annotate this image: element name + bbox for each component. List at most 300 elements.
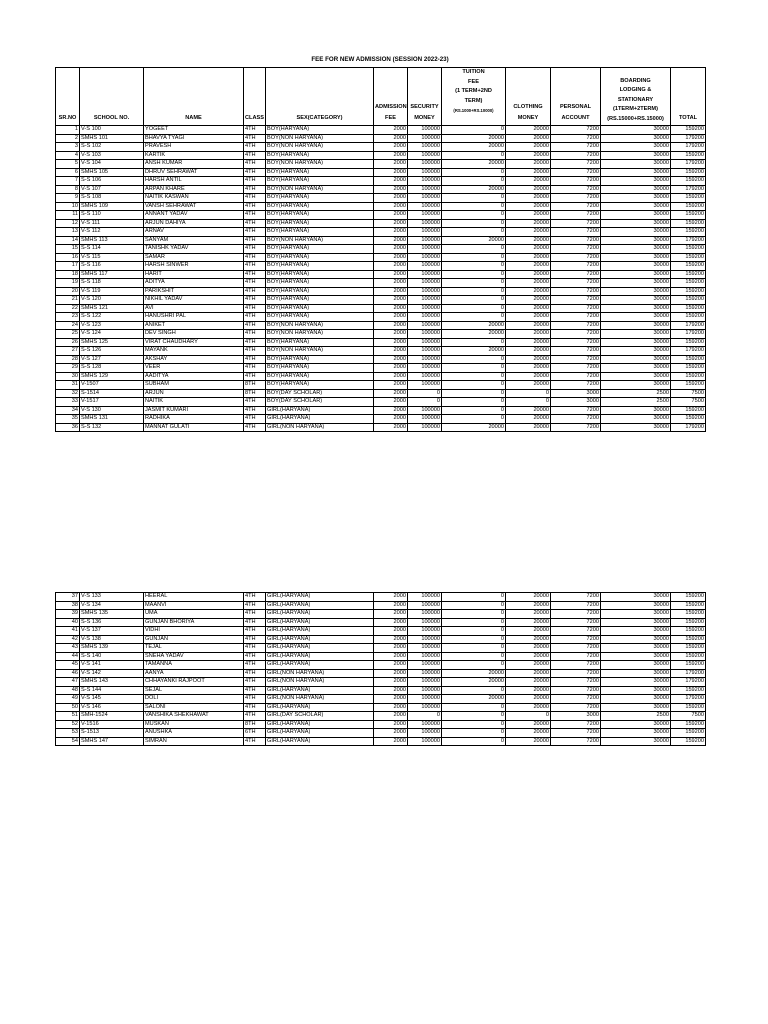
cell-total: 159200 [671, 593, 706, 602]
cell-clothing-money: 20000 [506, 262, 551, 271]
cell-boarding: 30000 [601, 661, 671, 670]
cell-tuition-fee: 0 [442, 610, 506, 619]
cell-clothing-money: 20000 [506, 245, 551, 254]
header-tuition-fee [442, 68, 506, 126]
cell-srno: 18 [56, 270, 80, 279]
cell-srno: 30 [56, 372, 80, 381]
cell-total: 159200 [671, 644, 706, 653]
cell-personal-account: 7200 [551, 652, 601, 661]
cell-school-no: SMHS 135 [80, 610, 144, 619]
cell-admission-fee: 2000 [374, 423, 408, 432]
cell-personal-account: 7200 [551, 134, 601, 143]
table-row [56, 618, 706, 627]
table-row [56, 415, 706, 424]
table-row [56, 737, 706, 746]
cell-school-no: V-S 124 [80, 330, 144, 339]
cell-srno: 16 [56, 253, 80, 262]
cell-sex-category: GIRL(HARYANA) [266, 644, 374, 653]
cell-clothing-money: 20000 [506, 415, 551, 424]
cell-security-money: 100000 [408, 194, 442, 203]
cell-total: 159200 [671, 652, 706, 661]
cell-tuition-fee: 0 [442, 287, 506, 296]
cell-personal-account: 7200 [551, 627, 601, 636]
cell-class: 4TH [244, 287, 266, 296]
cell-tuition-fee: 0 [442, 211, 506, 220]
cell-school-no: S-S 140 [80, 652, 144, 661]
cell-name: AVI [144, 304, 244, 313]
cell-clothing-money: 20000 [506, 279, 551, 288]
cell-class: 8TH [244, 381, 266, 390]
cell-personal-account: 7200 [551, 347, 601, 356]
table-row [56, 287, 706, 296]
cell-tuition-fee: 20000 [442, 678, 506, 687]
cell-security-money: 100000 [408, 372, 442, 381]
cell-admission-fee: 2000 [374, 236, 408, 245]
cell-security-money: 100000 [408, 126, 442, 135]
cell-personal-account: 7200 [551, 321, 601, 330]
header-personal-line: PERSONAL [559, 104, 592, 111]
cell-sex-category: GIRL(HARYANA) [266, 627, 374, 636]
cell-security-money: 100000 [408, 168, 442, 177]
cell-personal-account: 7200 [551, 245, 601, 254]
cell-security-money: 0 [408, 389, 442, 398]
table-row [56, 593, 706, 602]
cell-sex-category: GIRL(HARYANA) [266, 618, 374, 627]
cell-sex-category: GIRL(HARYANA) [266, 601, 374, 610]
cell-tuition-fee: 0 [442, 652, 506, 661]
table-row [56, 729, 706, 738]
cell-personal-account: 7200 [551, 737, 601, 746]
cell-security-money: 100000 [408, 695, 442, 704]
cell-personal-account: 7200 [551, 168, 601, 177]
cell-clothing-money: 20000 [506, 703, 551, 712]
table-row [56, 398, 706, 407]
cell-clothing-money: 20000 [506, 347, 551, 356]
cell-name: SALONI [144, 703, 244, 712]
cell-srno: 49 [56, 695, 80, 704]
cell-clothing-money: 20000 [506, 270, 551, 279]
cell-security-money: 100000 [408, 593, 442, 602]
table-row [56, 423, 706, 432]
cell-admission-fee: 2000 [374, 126, 408, 135]
cell-name: AANYA [144, 669, 244, 678]
cell-boarding: 30000 [601, 372, 671, 381]
header-clothing-money [506, 68, 551, 126]
table-row [56, 177, 706, 186]
cell-srno: 5 [56, 160, 80, 169]
cell-admission-fee: 2000 [374, 134, 408, 143]
cell-school-no: S-S 118 [80, 279, 144, 288]
cell-admission-fee: 2000 [374, 661, 408, 670]
cell-sex-category: BOY(HARYANA) [266, 304, 374, 313]
cell-boarding: 30000 [601, 669, 671, 678]
cell-personal-account: 7200 [551, 695, 601, 704]
cell-clothing-money: 20000 [506, 729, 551, 738]
cell-admission-fee: 2000 [374, 381, 408, 390]
cell-boarding: 30000 [601, 644, 671, 653]
cell-tuition-fee: 0 [442, 406, 506, 415]
cell-sex-category: BOY(HARYANA) [266, 151, 374, 160]
cell-class: 4TH [244, 177, 266, 186]
cell-security-money: 100000 [408, 415, 442, 424]
cell-class: 4TH [244, 236, 266, 245]
cell-security-money: 100000 [408, 381, 442, 390]
cell-admission-fee: 2000 [374, 338, 408, 347]
cell-school-no: V-S 123 [80, 321, 144, 330]
cell-name: GUNJAN [144, 635, 244, 644]
cell-clothing-money: 20000 [506, 177, 551, 186]
cell-school-no: S-S 102 [80, 143, 144, 152]
cell-sex-category: BOY(HARYANA) [266, 381, 374, 390]
cell-class: 4TH [244, 669, 266, 678]
cell-sex-category: BOY(HARYANA) [266, 313, 374, 322]
cell-security-money: 100000 [408, 262, 442, 271]
cell-tuition-fee: 0 [442, 661, 506, 670]
cell-srno: 45 [56, 661, 80, 670]
cell-tuition-fee: 20000 [442, 669, 506, 678]
cell-admission-fee: 2000 [374, 194, 408, 203]
cell-boarding: 2500 [601, 712, 671, 721]
cell-security-money: 100000 [408, 236, 442, 245]
cell-boarding: 30000 [601, 304, 671, 313]
cell-tuition-fee: 0 [442, 601, 506, 610]
cell-school-no: S-S 126 [80, 347, 144, 356]
cell-class: 4TH [244, 347, 266, 356]
cell-personal-account: 7200 [551, 593, 601, 602]
cell-sex-category: BOY(HARYANA) [266, 279, 374, 288]
cell-security-money: 100000 [408, 644, 442, 653]
cell-admission-fee: 2000 [374, 635, 408, 644]
table-row [56, 703, 706, 712]
cell-boarding: 30000 [601, 296, 671, 305]
cell-personal-account: 3000 [551, 398, 601, 407]
cell-name: HANUSHRI PAL [144, 313, 244, 322]
cell-personal-account: 7200 [551, 253, 601, 262]
cell-total: 159200 [671, 177, 706, 186]
table-row [56, 347, 706, 356]
cell-name: ARPAN KHARE [144, 185, 244, 194]
header-tuition-line: (RS.1000+RS.10000) [453, 108, 494, 113]
table-row [56, 304, 706, 313]
cell-boarding: 30000 [601, 160, 671, 169]
cell-school-no: SMHS 109 [80, 202, 144, 211]
cell-total: 179200 [671, 185, 706, 194]
cell-personal-account: 7200 [551, 415, 601, 424]
cell-school-no: V-S 133 [80, 593, 144, 602]
table-row [56, 279, 706, 288]
cell-admission-fee: 2000 [374, 202, 408, 211]
cell-name: ANUSHKA [144, 729, 244, 738]
cell-clothing-money: 0 [506, 389, 551, 398]
cell-security-money: 100000 [408, 185, 442, 194]
cell-personal-account: 7200 [551, 364, 601, 373]
cell-school-no: S-S 122 [80, 313, 144, 322]
cell-admission-fee: 2000 [374, 185, 408, 194]
cell-class: 4TH [244, 194, 266, 203]
cell-boarding: 2500 [601, 389, 671, 398]
cell-tuition-fee: 0 [442, 126, 506, 135]
table-row [56, 389, 706, 398]
cell-school-no: SMH-1524 [80, 712, 144, 721]
cell-class: 6TH [244, 729, 266, 738]
header-personal-account [551, 68, 601, 126]
cell-srno: 32 [56, 389, 80, 398]
cell-personal-account: 3000 [551, 389, 601, 398]
cell-boarding: 30000 [601, 686, 671, 695]
cell-boarding: 30000 [601, 168, 671, 177]
cell-clothing-money: 20000 [506, 618, 551, 627]
cell-school-no: S-1513 [80, 729, 144, 738]
cell-personal-account: 7200 [551, 304, 601, 313]
header-boarding [601, 68, 671, 126]
cell-school-no: S-S 106 [80, 177, 144, 186]
cell-tuition-fee: 0 [442, 720, 506, 729]
cell-total: 159200 [671, 270, 706, 279]
cell-school-no: S-S 114 [80, 245, 144, 254]
cell-srno: 25 [56, 330, 80, 339]
table-row [56, 652, 706, 661]
cell-admission-fee: 2000 [374, 695, 408, 704]
cell-name: TAMANNA [144, 661, 244, 670]
cell-boarding: 30000 [601, 253, 671, 262]
cell-class: 4TH [244, 296, 266, 305]
cell-total: 159200 [671, 287, 706, 296]
cell-total: 159200 [671, 381, 706, 390]
cell-admission-fee: 2000 [374, 143, 408, 152]
cell-name: DEV SINGH [144, 330, 244, 339]
cell-admission-fee: 2000 [374, 296, 408, 305]
cell-total: 159200 [671, 364, 706, 373]
cell-school-no: S-S 116 [80, 262, 144, 271]
cell-total: 179200 [671, 160, 706, 169]
cell-sex-category: BOY(HARYANA) [266, 168, 374, 177]
cell-name: ANIKET [144, 321, 244, 330]
table-row [56, 712, 706, 721]
header-security-money [408, 68, 442, 126]
table-row [56, 211, 706, 220]
cell-school-no: V-S 120 [80, 296, 144, 305]
cell-total: 179200 [671, 669, 706, 678]
cell-school-no: V-S 134 [80, 601, 144, 610]
cell-tuition-fee: 0 [442, 644, 506, 653]
cell-class: 4TH [244, 627, 266, 636]
cell-clothing-money: 20000 [506, 669, 551, 678]
cell-total: 179200 [671, 321, 706, 330]
cell-security-money: 100000 [408, 228, 442, 237]
cell-name: VIDHI [144, 627, 244, 636]
cell-total: 159200 [671, 737, 706, 746]
cell-clothing-money: 20000 [506, 601, 551, 610]
cell-clothing-money: 20000 [506, 372, 551, 381]
cell-total: 159200 [671, 211, 706, 220]
header-admission-line: ADMISSION [375, 104, 407, 111]
cell-name: PRAVESH [144, 143, 244, 152]
cell-clothing-money: 20000 [506, 211, 551, 220]
cell-tuition-fee: 0 [442, 304, 506, 313]
cell-srno: 4 [56, 151, 80, 160]
cell-clothing-money: 20000 [506, 635, 551, 644]
cell-class: 4TH [244, 678, 266, 687]
cell-sex-category: BOY(NON HARYANA) [266, 143, 374, 152]
header-sex-category: SEX(CATEGORY) [266, 68, 374, 126]
cell-personal-account: 7200 [551, 406, 601, 415]
cell-school-no: V-1516 [80, 720, 144, 729]
cell-srno: 40 [56, 618, 80, 627]
header-personal-line: ACCOUNT [561, 115, 590, 122]
cell-school-no: S-S 108 [80, 194, 144, 203]
cell-srno: 47 [56, 678, 80, 687]
cell-srno: 7 [56, 177, 80, 186]
cell-clothing-money: 20000 [506, 610, 551, 619]
cell-clothing-money: 20000 [506, 219, 551, 228]
cell-boarding: 30000 [601, 219, 671, 228]
cell-total: 159200 [671, 279, 706, 288]
cell-name: YOGEET [144, 126, 244, 135]
cell-srno: 36 [56, 423, 80, 432]
cell-class: 4TH [244, 253, 266, 262]
cell-boarding: 30000 [601, 330, 671, 339]
cell-tuition-fee: 0 [442, 262, 506, 271]
cell-tuition-fee: 0 [442, 398, 506, 407]
cell-class: 4TH [244, 601, 266, 610]
cell-class: 4TH [244, 211, 266, 220]
cell-total: 159200 [671, 601, 706, 610]
cell-admission-fee: 2000 [374, 228, 408, 237]
table-row [56, 338, 706, 347]
cell-tuition-fee: 0 [442, 245, 506, 254]
cell-admission-fee: 2000 [374, 610, 408, 619]
cell-class: 8TH [244, 389, 266, 398]
cell-tuition-fee: 0 [442, 253, 506, 262]
cell-total: 159200 [671, 253, 706, 262]
cell-tuition-fee: 20000 [442, 160, 506, 169]
cell-class: 4TH [244, 372, 266, 381]
cell-admission-fee: 2000 [374, 737, 408, 746]
cell-class: 4TH [244, 126, 266, 135]
cell-boarding: 30000 [601, 720, 671, 729]
cell-personal-account: 7200 [551, 601, 601, 610]
cell-name: HARSH ANTIL [144, 177, 244, 186]
cell-tuition-fee: 0 [442, 219, 506, 228]
cell-sex-category: BOY(HARYANA) [266, 177, 374, 186]
table-row [56, 270, 706, 279]
cell-sex-category: BOY(HARYANA) [266, 364, 374, 373]
cell-tuition-fee: 0 [442, 389, 506, 398]
cell-sex-category: GIRL(HARYANA) [266, 661, 374, 670]
cell-clothing-money: 20000 [506, 406, 551, 415]
table-row [56, 635, 706, 644]
table-row [56, 202, 706, 211]
cell-name: GUNJAN BHORIYA [144, 618, 244, 627]
cell-tuition-fee: 0 [442, 338, 506, 347]
cell-srno: 11 [56, 211, 80, 220]
cell-admission-fee: 2000 [374, 304, 408, 313]
cell-personal-account: 7200 [551, 296, 601, 305]
cell-boarding: 2500 [601, 398, 671, 407]
cell-clothing-money: 20000 [506, 593, 551, 602]
cell-personal-account: 7200 [551, 270, 601, 279]
cell-tuition-fee: 0 [442, 168, 506, 177]
cell-admission-fee: 2000 [374, 652, 408, 661]
cell-school-no: SMHS 143 [80, 678, 144, 687]
cell-boarding: 30000 [601, 321, 671, 330]
cell-name: ANSH KUMAR [144, 160, 244, 169]
table-row [56, 695, 706, 704]
cell-class: 4TH [244, 160, 266, 169]
cell-srno: 31 [56, 381, 80, 390]
cell-tuition-fee: 0 [442, 279, 506, 288]
cell-clothing-money: 20000 [506, 313, 551, 322]
cell-srno: 19 [56, 279, 80, 288]
cell-security-money: 100000 [408, 330, 442, 339]
cell-personal-account: 7200 [551, 236, 601, 245]
cell-school-no: V-1517 [80, 398, 144, 407]
cell-total: 179200 [671, 423, 706, 432]
cell-boarding: 30000 [601, 618, 671, 627]
cell-sex-category: GIRL(HARYANA) [266, 406, 374, 415]
cell-admission-fee: 2000 [374, 211, 408, 220]
cell-name: ANNANT YADAV [144, 211, 244, 220]
cell-sex-category: BOY(HARYANA) [266, 372, 374, 381]
cell-personal-account: 7200 [551, 262, 601, 271]
cell-sex-category: BOY(NON HARYANA) [266, 185, 374, 194]
cell-security-money: 100000 [408, 729, 442, 738]
table-row [56, 262, 706, 271]
header-boarding-line: STATIONARY [617, 96, 654, 103]
cell-clothing-money: 0 [506, 712, 551, 721]
cell-class: 4TH [244, 245, 266, 254]
cell-sex-category: GIRL(HARYANA) [266, 703, 374, 712]
cell-name: SUBHAM [144, 381, 244, 390]
cell-admission-fee: 2000 [374, 601, 408, 610]
cell-security-money: 100000 [408, 143, 442, 152]
cell-school-no: SMHS 129 [80, 372, 144, 381]
table-row [56, 296, 706, 305]
cell-security-money: 100000 [408, 177, 442, 186]
cell-class: 4TH [244, 618, 266, 627]
cell-name: HARIT [144, 270, 244, 279]
cell-name: MANNAT GULATI [144, 423, 244, 432]
cell-sex-category: GIRL(HARYANA) [266, 729, 374, 738]
cell-personal-account: 7200 [551, 372, 601, 381]
cell-admission-fee: 2000 [374, 627, 408, 636]
cell-tuition-fee: 0 [442, 151, 506, 160]
cell-school-no: S-S 132 [80, 423, 144, 432]
cell-boarding: 30000 [601, 262, 671, 271]
cell-clothing-money: 20000 [506, 202, 551, 211]
cell-clothing-money: 20000 [506, 287, 551, 296]
cell-admission-fee: 2000 [374, 389, 408, 398]
cell-clothing-money: 20000 [506, 330, 551, 339]
cell-security-money: 100000 [408, 313, 442, 322]
cell-total: 159200 [671, 729, 706, 738]
cell-boarding: 30000 [601, 151, 671, 160]
cell-boarding: 30000 [601, 703, 671, 712]
cell-boarding: 30000 [601, 601, 671, 610]
cell-boarding: 30000 [601, 737, 671, 746]
cell-personal-account: 7200 [551, 219, 601, 228]
cell-school-no: SMHS 113 [80, 236, 144, 245]
table-row [56, 151, 706, 160]
table-row [56, 372, 706, 381]
cell-class: 4TH [244, 593, 266, 602]
header-name: NAME [144, 68, 244, 126]
cell-name: SANYAM [144, 236, 244, 245]
cell-boarding: 30000 [601, 245, 671, 254]
cell-boarding: 30000 [601, 355, 671, 364]
cell-srno: 12 [56, 219, 80, 228]
cell-sex-category: GIRL(HARYANA) [266, 737, 374, 746]
